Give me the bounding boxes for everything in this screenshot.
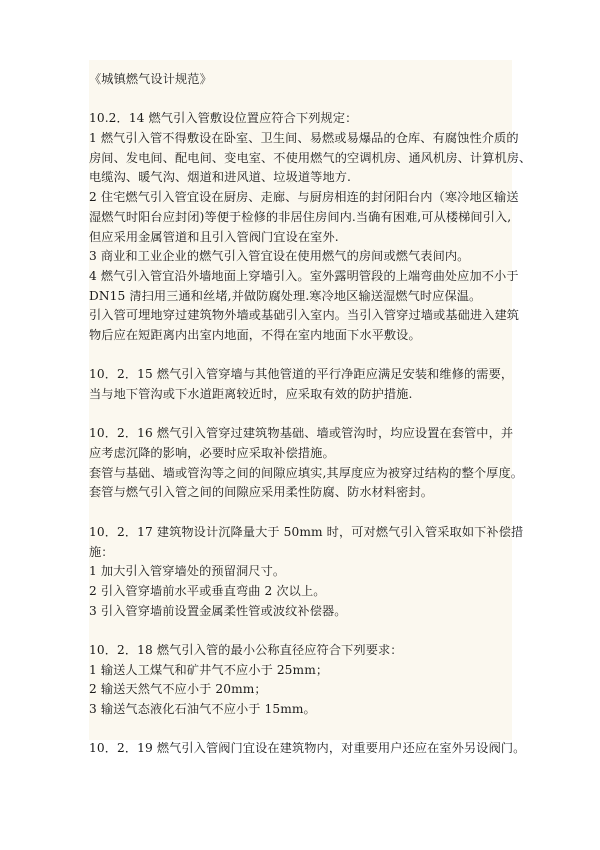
paragraph-line: 2 引入管穿墙前水平或垂直弯曲 2 次以上。: [89, 583, 326, 598]
paragraph-line: 引入管可埋地穿过建筑物外墙或基础引入室内。当引入管穿过墙或基础进入建筑: [89, 308, 520, 323]
spacer: [89, 503, 512, 523]
section-heading: 10．2．16 燃气引入管穿过建筑物基础、墙或管沟时，均应设置在套管中，并: [89, 426, 514, 441]
paragraph-line: 套管与基础、墙或管沟等之间的间隙应填实,其厚度应为被穿过结构的整个厚度。: [89, 465, 524, 480]
section-10-2-18: [89, 641, 512, 720]
paragraph-line: 1 输送人工煤气和矿井气不应小于 25mm；: [89, 662, 329, 677]
paragraph-line: 2 输送天然气不应小于 20mm；: [89, 682, 267, 697]
spacer: [89, 346, 512, 366]
paragraph-line: 2 住宅燃气引入管宜设在厨房、走廊、与厨房相连的封闭阳台内（寒冷地区输送: [89, 190, 519, 205]
paragraph-line: 当与地下管沟或下水道距离较近时，应采取有效的防护措施.: [89, 387, 413, 401]
section-heading: 10．2．17 建筑物设计沉降量大于 50mm 时，可对燃气引入管采取如下补偿措: [89, 524, 524, 539]
section-heading: 10．2．18 燃气引入管的最小公称直径应符合下列要求：: [89, 642, 403, 657]
paragraph-line: 施：: [89, 544, 114, 559]
paragraph-line: 3 商业和工业企业的燃气引入管宜设在使用燃气的房间或燃气表间内。: [89, 249, 470, 264]
paragraph-line: 1 燃气引入管不得敷设在卧室、卫生间、易燃或易爆品的仓库、有腐蚀性介质的: [89, 131, 519, 146]
paragraph-line: 套管与燃气引入管之间的间隙应采用柔性防腐、防水材料密封。: [89, 485, 434, 500]
document-content: [89, 70, 532, 759]
section-heading: 10.2．14 燃气引入管敷设位置应符合下列规定：: [89, 111, 358, 126]
paragraph-line: 房间、发电间、配电间、变电室、不使用燃气的空调机房、通风机房、计算机房、: [89, 150, 532, 165]
spacer: [89, 621, 512, 641]
paragraph-line: 1 加大引入管穿墙处的预留洞尺寸。: [89, 564, 286, 579]
section-10-2-14: [89, 109, 532, 345]
paragraph-line: DN15 清扫用三通和丝堵,并做防腐处理.寒冷地区输送湿燃气时应保温。: [89, 288, 482, 303]
section-10-2-15: [89, 365, 512, 404]
document-page: [89, 60, 532, 756]
paragraph-line: 应考虑沉降的影响，必要时应采取补偿措施。: [89, 446, 335, 461]
paragraph-line: 但应采用金属管道和且引入管阀门宜设在室外.: [89, 229, 339, 244]
section-heading: 10．2．19 燃气引入管阀门宜设在建筑物内，对重要用户还应在室外另设阀门。: [89, 741, 526, 756]
spacer: [89, 90, 512, 110]
paragraph-line: 3 引入管穿墙前设置金属柔性管或波纹补偿器。: [89, 603, 347, 618]
document-title: 《城镇燃气设计规范》: [89, 72, 212, 86]
spacer: [89, 405, 512, 425]
section-10-2-17: [89, 523, 524, 621]
section-heading: 10．2．15 燃气引入管穿墙与其他管道的平行净距应满足安装和维修的需要，: [89, 367, 514, 382]
paragraph-line: 电缆沟、暖气沟、烟道和进风道、垃圾道等地方.: [89, 170, 352, 185]
spacer: [89, 720, 512, 740]
paragraph-line: 4 燃气引入管宜沿外墙地面上穿墙引入。室外露明管段的上端弯曲处应加不小于: [89, 268, 519, 283]
paragraph-line: 物后应在短距离内出室内地面，不得在室内地面下水平敷设。: [89, 327, 421, 342]
section-10-2-19: [89, 739, 526, 759]
paragraph-line: 湿燃气时阳台应封闭)等便于检修的非居住房间内.当确有困难,可从楼梯间引入,: [89, 209, 512, 224]
section-10-2-16: [89, 424, 524, 503]
paragraph-line: 3 输送气态液化石油气不应小于 15mm。: [89, 702, 316, 716]
